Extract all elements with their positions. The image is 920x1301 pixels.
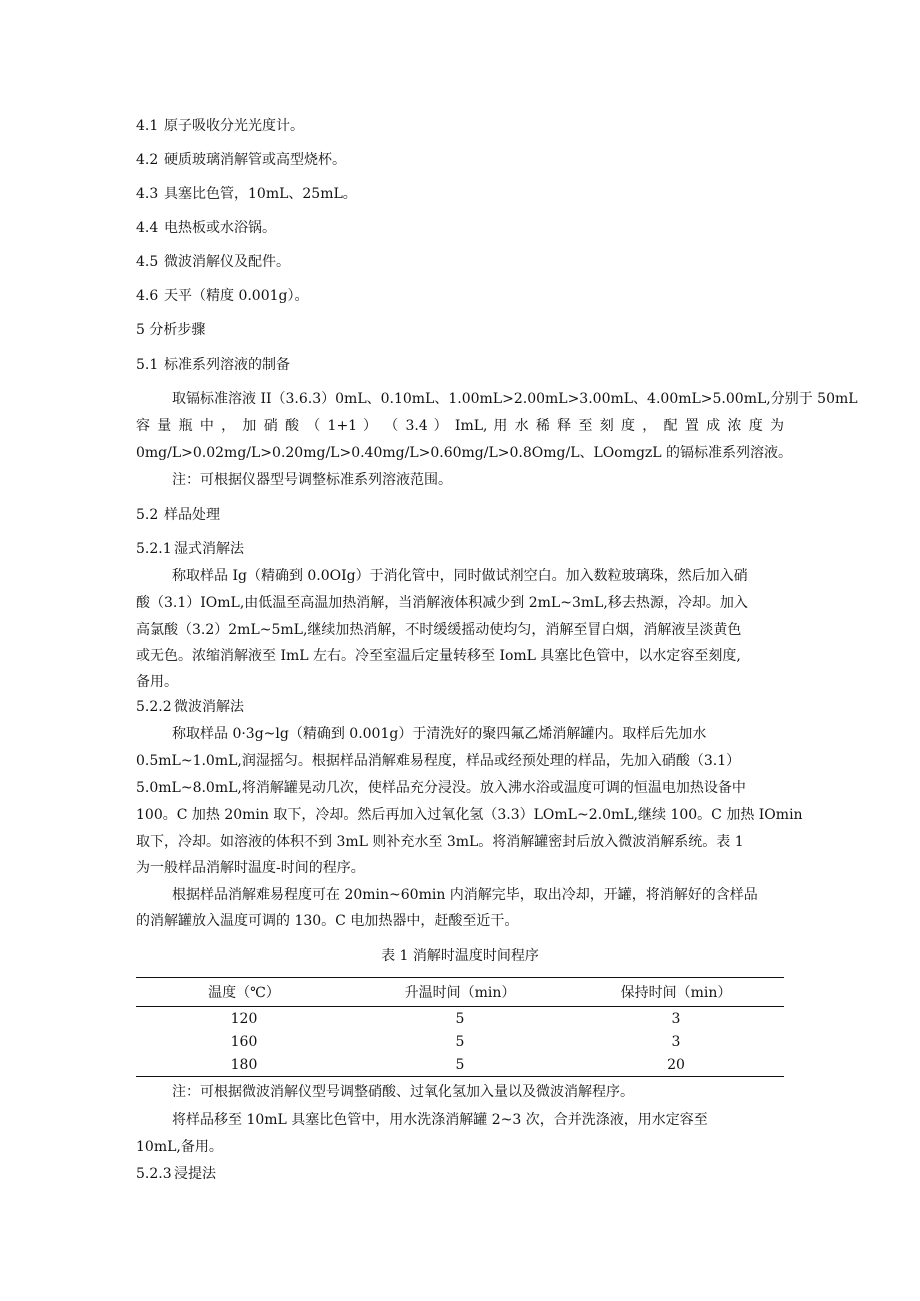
paragraph-line: 0mg/L>0.02mg/L>0.20mg/L>0.40mg/L>0.60mg/L>0.8Omg/L、LOomgzL 的镉标准系列溶液。 <box>136 445 793 461</box>
item-number: 4.2 <box>136 152 159 168</box>
item-text: 具塞比色管，10mL、25mL。 <box>164 186 357 202</box>
item-4-5 <box>136 252 290 272</box>
paragraph-line: 备用。 <box>136 674 178 690</box>
paragraph-line: 容 量 瓶 中 ， 加 硝 酸 （ 1+1 ） （ 3.4 ） ImL, 用 水 稀 释 至 刻 度 ， 配 置 成 浓 度 为 <box>136 418 784 434</box>
paragraph-line: 5.0mL~8.0mL,将消解罐晃动几次，使样品充分浸没。放入沸水浴或温度可调的恒温电加热设备中 <box>136 780 746 796</box>
paragraph-line: 取镉标准溶液 II（3.6.3）0mL、0.10mL、1.00mL>2.00mL>3.00mL、4.00mL>5.00mL,分别于 50mL <box>172 391 858 407</box>
heading-number: 5.2 <box>136 507 159 523</box>
item-text: 微波消解仪及配件。 <box>164 254 290 270</box>
table-cell: 180 <box>230 1056 258 1073</box>
table-note: 注：可根据微波消解仪型号调整硝酸、过氧化氢加入量以及微波消解程序。 <box>172 1084 634 1100</box>
item-text: 硬质玻璃消解管或高型烧杯。 <box>164 152 346 168</box>
heading-5-1 <box>136 355 290 375</box>
heading-5-2-3 <box>136 1164 216 1184</box>
table-caption: 表 1 消解时温度时间程序 <box>381 948 539 964</box>
table-header-row <box>136 978 784 1007</box>
column-header-ramp-time: 升温时间（min） <box>352 978 568 1007</box>
paragraph-line: 根据样品消解难易程度可在 20min~60min 内消解完毕，取出冷却，开罐，将消解好的含样品 <box>172 887 758 903</box>
item-number: 4.1 <box>136 118 159 134</box>
table-cell: 5 <box>455 1033 465 1050</box>
item-4-4 <box>136 218 276 238</box>
column-header-hold-time: 保持时间（min） <box>568 978 784 1007</box>
heading-title: 样品处理 <box>164 507 220 523</box>
item-number: 4.5 <box>136 254 159 270</box>
heading-title: 浸提法 <box>174 1166 216 1182</box>
heading-number: 5.2.1 <box>136 541 172 557</box>
table-cell: 3 <box>671 1033 681 1050</box>
table-cell: 3 <box>671 1010 681 1027</box>
column-header-temperature: 温度（℃） <box>136 978 352 1007</box>
heading-5-2-2 <box>136 697 244 717</box>
item-text: 天平（精度 0.001g）。 <box>164 288 309 304</box>
item-number: 4.3 <box>136 186 159 202</box>
paragraph-line: 的消解罐放入温度可调的 130。C 电加热器中，赶酸至近干。 <box>136 913 519 929</box>
paragraph-line: 称取样品 0·3g~lg（精确到 0.001g）于清洗好的聚四氟乙烯消解罐内。取样后先加水 <box>172 726 707 742</box>
paragraph-line: 将样品移至 10mL 具塞比色管中，用水洗涤消解罐 2~3 次，合并洗涤液，用水定容至 <box>172 1112 708 1128</box>
paragraph-line: 酸（3.1）IOmL,由低温至高温加热消解，当消解液体积减少到 2mL~3mL,移去热源，冷却。加入 <box>136 595 748 611</box>
paragraph-line: 100。C 加热 20min 取下，冷却。然后再加入过氧化氢（3.3）LOmL~2.0mL,继续 100。C 加热 IOmin <box>136 807 803 823</box>
table-cell: 5 <box>455 1010 465 1027</box>
paragraph-line: 高氯酸（3.2）2mL~5mL,继续加热消解，不时缓缓摇动使均匀，消解至冒白烟，消解液呈淡黄色 <box>136 622 742 638</box>
heading-number: 5.2.2 <box>136 699 172 715</box>
heading-5-2-1 <box>136 539 244 559</box>
table-cell: 5 <box>455 1056 465 1073</box>
heading-number: 5.2.3 <box>136 1166 172 1182</box>
table-row <box>136 1030 784 1053</box>
paragraph-line: 为一般样品消解时温度-时间的程序。 <box>136 860 365 876</box>
digestion-program-table <box>136 977 784 1077</box>
table-cell: 120 <box>230 1010 258 1027</box>
item-text: 电热板或水浴锅。 <box>164 220 276 236</box>
paragraph-line: 10mL,备用。 <box>136 1139 223 1155</box>
item-4-1 <box>136 116 304 136</box>
heading-5-2 <box>136 505 220 525</box>
paragraph-line: 或无色。浓缩消解液至 ImL 左右。冷至室温后定量转移至 IomL 具塞比色管中，以水定容至刻度, <box>136 648 741 664</box>
heading-title: 湿式消解法 <box>174 541 244 557</box>
section-heading-5: 5 分析步骤 <box>136 322 206 338</box>
table-cell: 160 <box>230 1033 258 1050</box>
heading-title: 微波消解法 <box>174 699 244 715</box>
item-number: 4.6 <box>136 288 159 304</box>
item-text: 原子吸收分光光度计。 <box>164 118 304 134</box>
item-number: 4.4 <box>136 220 159 236</box>
paragraph-line: 取下，冷却。如溶液的体积不到 3mL 则补充水至 3mL。将消解罐密封后放入微波消解系统。表 1 <box>136 834 744 850</box>
heading-title: 标准系列溶液的制备 <box>164 357 290 373</box>
table-row <box>136 1053 784 1077</box>
heading-number: 5.1 <box>136 357 159 373</box>
table-row <box>136 1007 784 1031</box>
paragraph-line: 称取样品 Ig（精确到 0.0OIg）于消化管中，同时做试剂空白。加入数粒玻璃珠，然后加入硝 <box>172 568 748 584</box>
note-5-1: 注：可根据仪器型号调整标准系列溶液范围。 <box>172 472 452 488</box>
table-cell: 20 <box>667 1056 685 1073</box>
item-4-6 <box>136 286 309 306</box>
item-4-2 <box>136 150 346 170</box>
item-4-3 <box>136 184 357 204</box>
paragraph-line: 0.5mL~1.0mL,润湿摇匀。根据样品消解难易程度，样品或经预处理的样品，先加入硝酸（3.1） <box>136 753 741 769</box>
